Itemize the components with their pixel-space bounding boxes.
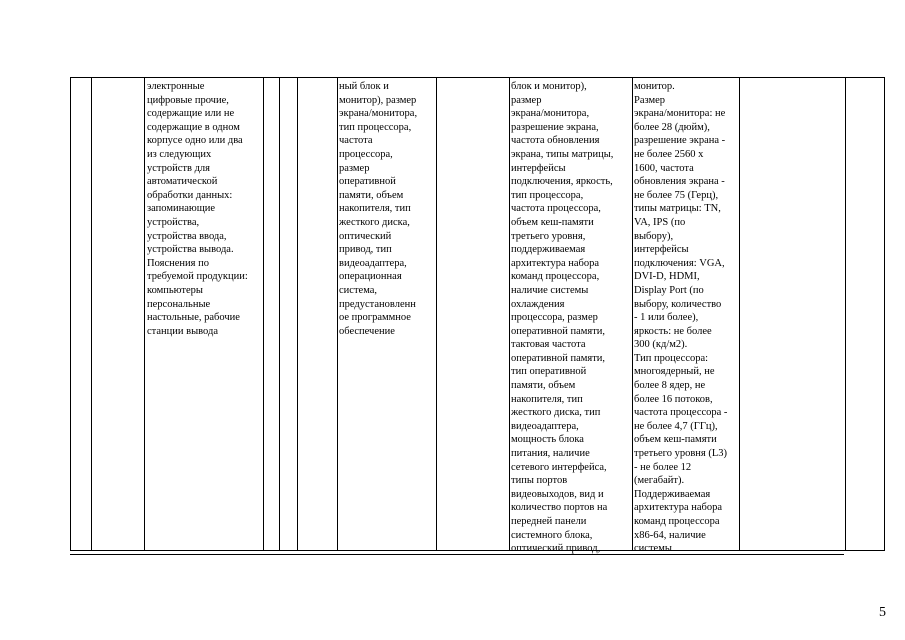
characteristics-cell: ный блок и монитор), размер экрана/монитора, тип процессора, частота процессора, размер оперативной памяти, объем накопителя, тип жесткого диска, оптический привод, тип видеоадаптера, операционная система, предустановленн ое программное обеспечение: [339, 81, 418, 337]
column-divider: [279, 78, 280, 550]
page-number: 5: [879, 605, 886, 620]
column-divider: [436, 78, 437, 550]
column-divider: [144, 78, 145, 550]
column-divider: [297, 78, 298, 550]
column-divider: [845, 78, 846, 550]
product-description-cell: электронные цифровые прочие, содержащие или не содержащие в одном корпусе одно или два из следующих устройств для автоматической обработки данных: запоминающие устройства, устройства ввода, устройства вывода. Пояснения по требуемой продукции: компьютеры персональные настольные, рабочие станции вывода: [147, 81, 248, 337]
specification-table: [70, 77, 885, 555]
column-divider: [509, 78, 510, 550]
column-divider: [91, 78, 92, 550]
characteristics-values-cell: монитор. Размер экрана/монитора: не более 28 (дюйм), разрешение экрана - не более 2560 x 1600, частота обновления экрана - не более 75 (Герц), типы матрицы: TN, VA, IPS (по выбору), интерфейсы подключения: VGA, DVI-D, HDMI, Display Port (по выбору, количество - 1 или более), яркость: не более 300 (кд/м2). Тип процессора: многоядерный, не более 8 ядер, не более 16 потоков, частота процессора - не более 4,7 (ГГц), объем кеш-памяти третьего уровня (L3) - не более 12 (мегабайт). Поддерживаемая архитектура набора команд процессора x86-64, наличие системы: [634, 81, 728, 555]
column-divider: [337, 78, 338, 550]
characteristics-detail-cell: блок и монитор), размер экрана/монитора, разрешение экрана, частота обновления экрана, типы матрицы, интерфейсы подключения, яркость, тип процессора, частота процессора, объем кеш-памяти третьего уровня, поддерживаемая архитектура набора команд процессора, наличие системы охлаждения процессора, размер оперативной памяти, тактовая частота оперативной памяти, тип оперативной памяти, объем накопителя, тип жесткого диска, тип видеоадаптера, мощность блока питания, наличие сетевого интерфейса, типы портов видеовыходов, вид и количество портов на передней панели системного блока, оптический привод,: [511, 81, 614, 555]
column-divider: [739, 78, 740, 550]
footer-rule: [70, 554, 844, 555]
column-divider: [632, 78, 633, 550]
column-divider: [263, 78, 264, 550]
